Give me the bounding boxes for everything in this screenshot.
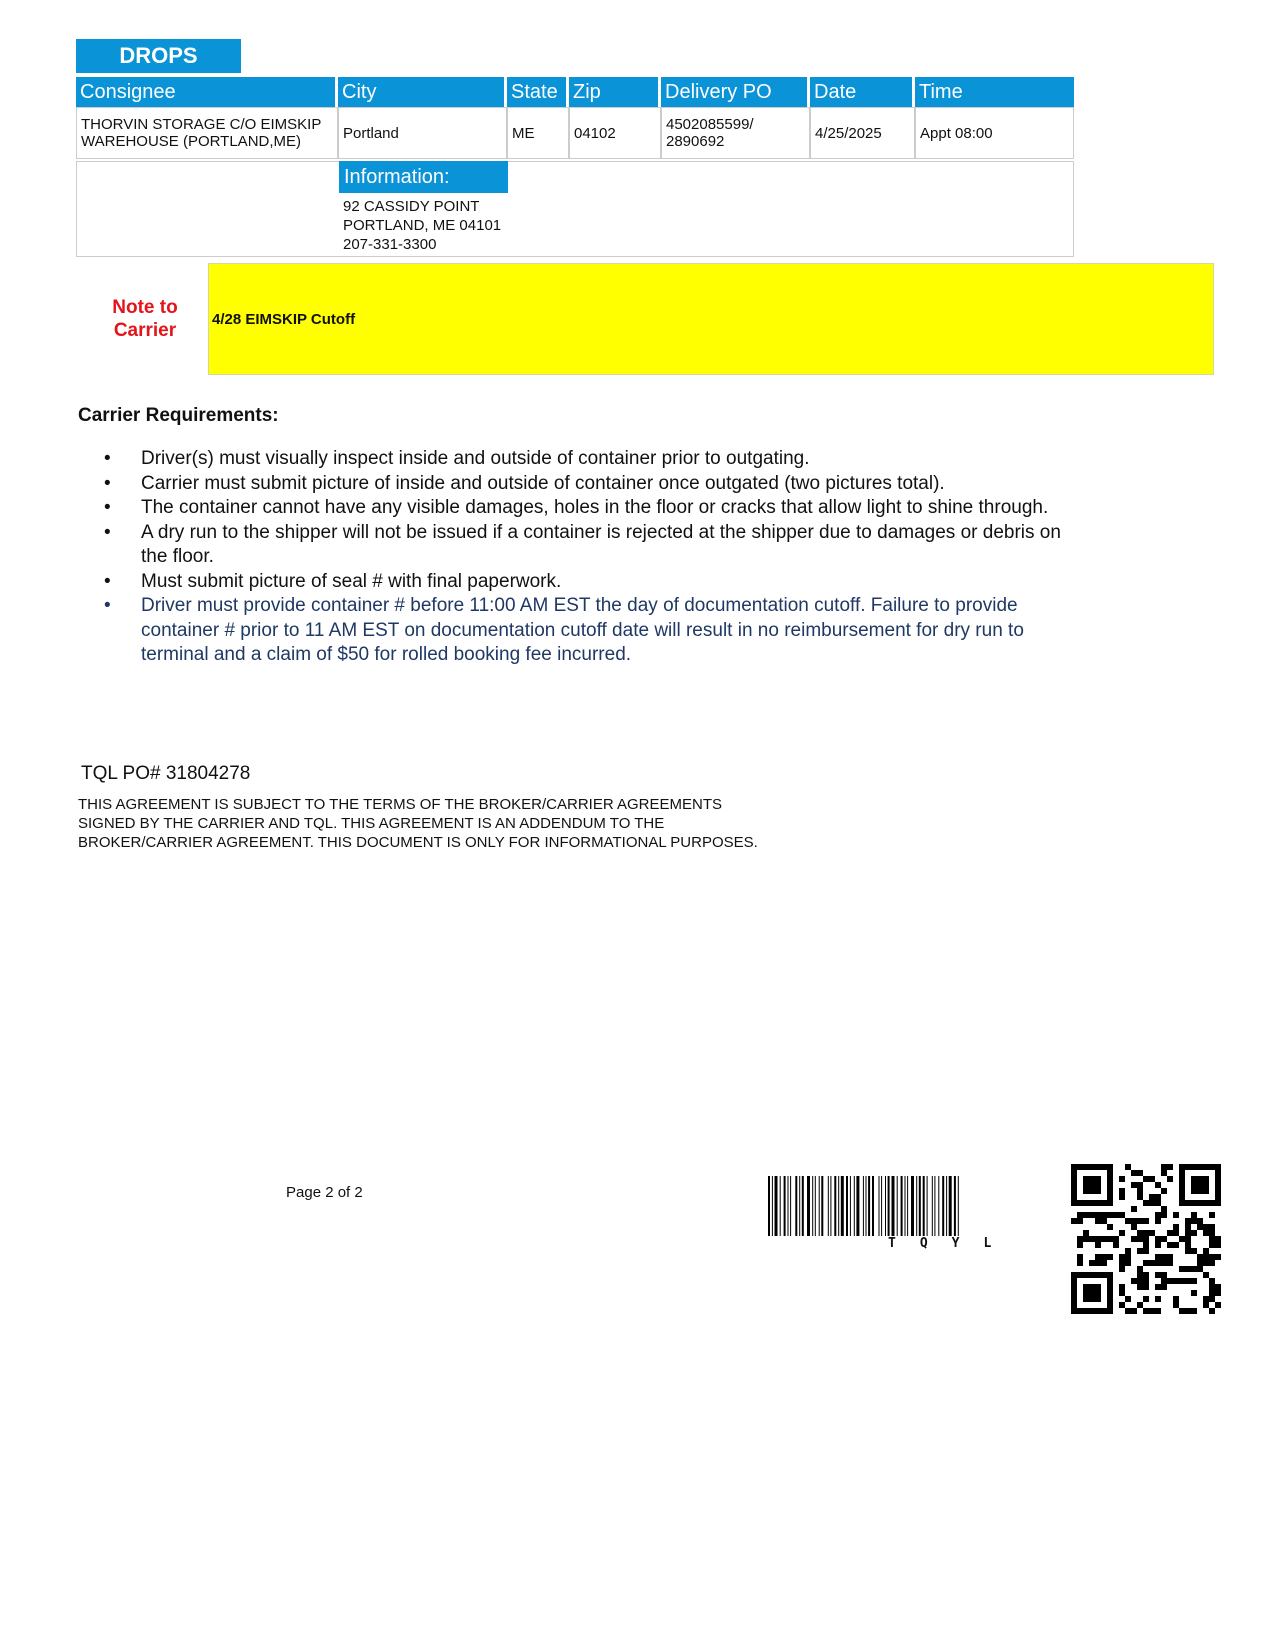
drops-table (76, 77, 1074, 159)
list-item: • A dry run to the shipper will not be issued if a container is rejected at the shipper due to damages or debris on the floor. (100, 521, 1090, 570)
time-cell: Appt 08:00 (915, 107, 1074, 159)
list-item: • Driver must provide container # before 11:00 AM EST the day of documentation cutoff. Failure to provide container # prior to 11 AM EST on documentation cutoff date will result in no reimbursement for dry run to terminal and a claim of $50 for rolled booking fee incurred. (100, 594, 1090, 668)
consignee-cell: THORVIN STORAGE C/O EIMSKIP WAREHOUSE (PORTLAND,ME) (76, 107, 338, 159)
header-zip: Zip (569, 77, 661, 107)
table-row (76, 107, 1074, 159)
information-header: Information: (339, 161, 508, 193)
note-to-carrier-box (208, 263, 1214, 375)
barcode-image (768, 1176, 1056, 1236)
list-item: • Driver(s) must visually inspect inside and outside of container prior to outgating. (100, 447, 1090, 472)
header-consignee: Consignee (76, 77, 338, 107)
info-phone: 207-331-3300 (343, 236, 437, 253)
header-date: Date (810, 77, 915, 107)
city-cell: Portland (338, 107, 507, 159)
state-cell: ME (507, 107, 569, 159)
info-address-line1: 92 CASSIDY POINT (343, 198, 480, 215)
list-item: • Must submit picture of seal # with final paperwork. (100, 570, 1090, 595)
information-box (76, 161, 1074, 257)
info-address-line2: PORTLAND, ME 04101 (343, 217, 502, 234)
page-number: Page 2 of 2 (286, 1184, 363, 1201)
drops-tab: DROPS (76, 39, 241, 73)
header-time: Time (915, 77, 1074, 107)
tql-po-number: TQL PO# 31804278 (81, 763, 251, 784)
table-header-row (76, 77, 1074, 107)
header-state: State (507, 77, 569, 107)
list-item: • Carrier must submit picture of inside and outside of container once outgated (two pictures total). (100, 472, 1090, 497)
agreement-text: THIS AGREEMENT IS SUBJECT TO THE TERMS OF THE BROKER/CARRIER AGREEMENTS SIGNED BY THE CARRIER AND TQL. THIS AGREEMENT IS AN ADDENDUM TO THE BROKER/CARRIER AGREEMENT. THIS DOCUMENT IS ONLY FOR INFORMATIONAL PURPOSES. (78, 796, 758, 851)
zip-cell: 04102 (569, 107, 661, 159)
note-to-carrier-label: Note to Carrier (112, 297, 178, 341)
note-text: 4/28 EIMSKIP Cutoff (212, 310, 356, 328)
carrier-requirements-title: Carrier Requirements: (78, 405, 279, 426)
list-item: • The container cannot have any visible damages, holes in the floor or cracks that allow light to shine through. (100, 496, 1090, 521)
qr-code-image (1071, 1164, 1221, 1314)
header-city: City (338, 77, 507, 107)
date-cell: 4/25/2025 (810, 107, 915, 159)
delivery-po-cell: 4502085599/ 2890692 (661, 107, 810, 159)
header-delivery-po: Delivery PO (661, 77, 810, 107)
carrier-requirements-list (100, 447, 1090, 668)
barcode-caption: TQYL (888, 1236, 1016, 1251)
